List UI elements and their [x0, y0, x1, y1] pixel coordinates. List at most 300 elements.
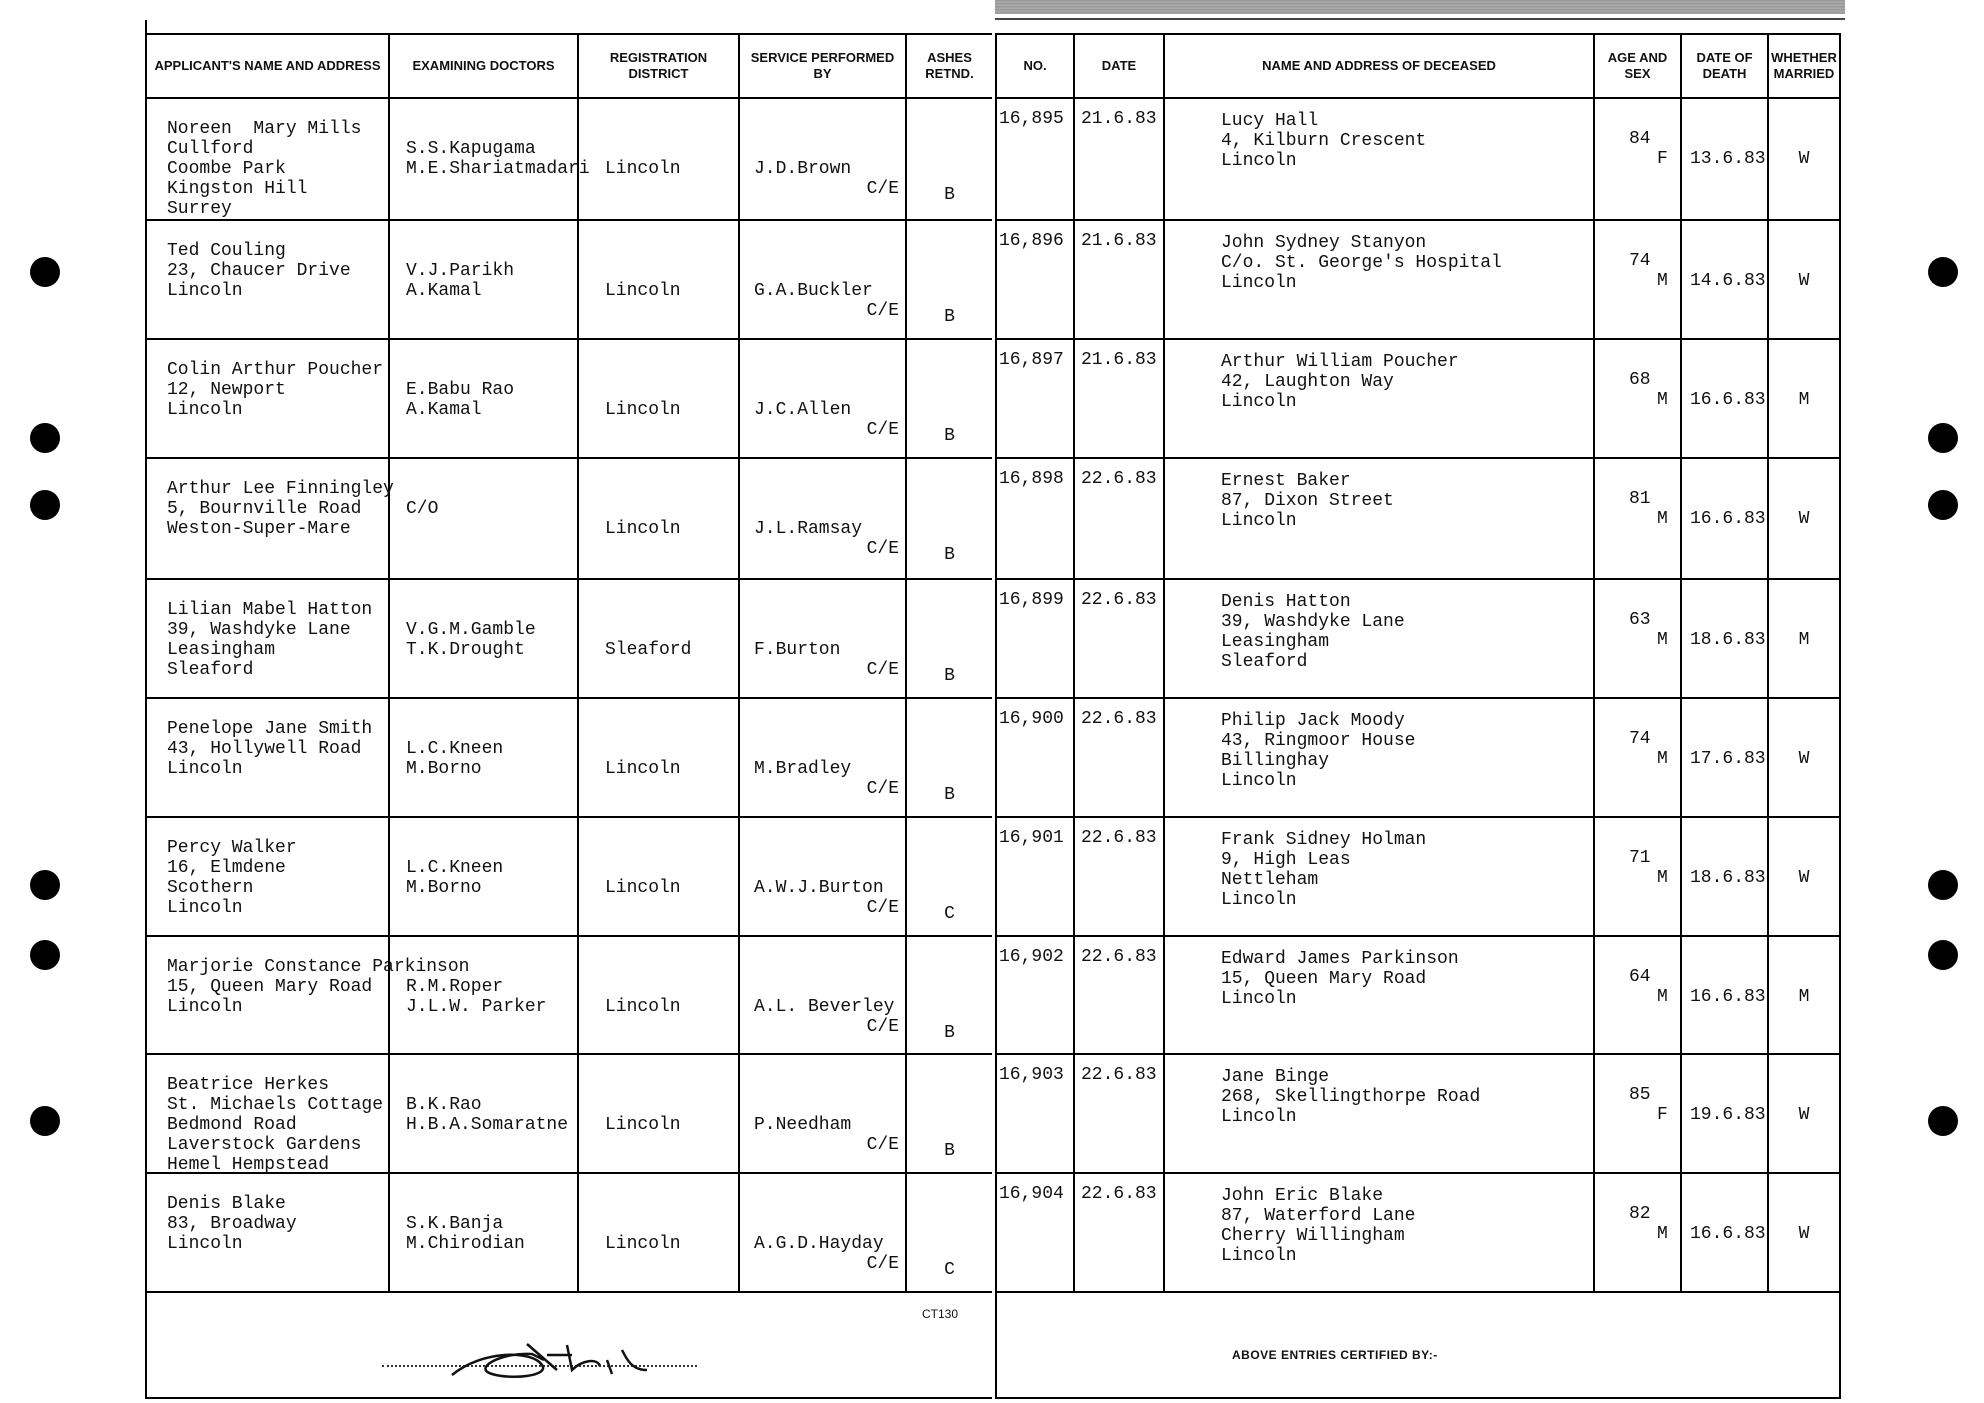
date-of-death: 14.6.83 [1690, 271, 1766, 291]
deceased-line: John Sydney Stanyon [1221, 233, 1427, 253]
applicant-line: 23, Chaucer Drive [167, 261, 351, 281]
left-header-cell: APPLICANT'S NAME AND ADDRESS [147, 35, 390, 99]
right-header-cell: NAME AND ADDRESS OF DECEASED [1165, 35, 1595, 99]
applicant-line: 43, Hollywell Road [167, 739, 362, 759]
date-of-death: 16.6.83 [1690, 987, 1766, 1007]
punch-hole [1928, 1106, 1958, 1136]
signature-image [422, 1330, 712, 1385]
applicant-cell [147, 459, 394, 578]
punch-hole [30, 490, 60, 520]
date-cell [1075, 580, 1165, 697]
applicant-line: Lincoln [167, 400, 243, 420]
age-value: 85 [1629, 1085, 1651, 1105]
ashes-cell [907, 699, 992, 816]
service-cell [740, 99, 907, 219]
ashes-value: B [944, 545, 955, 565]
ashes-value: B [944, 785, 955, 805]
district-cell [579, 1055, 740, 1172]
married-status: W [1798, 1224, 1810, 1244]
right-register-row [997, 1174, 1839, 1293]
ashes-cell [907, 937, 992, 1053]
deceased-line: Lucy Hall [1221, 111, 1319, 131]
date-of-death-cell [1682, 99, 1769, 219]
applicant-line: 16, Elmdene [167, 858, 286, 878]
deceased-cell [1165, 1174, 1595, 1291]
doctor-line: V.G.M.Gamble [406, 620, 536, 640]
deceased-line: 4, Kilburn Crescent [1221, 131, 1427, 151]
date-of-death: 16.6.83 [1690, 509, 1766, 529]
service-name: A.W.J.Burton [754, 878, 884, 898]
applicant-line: Beatrice Herkes [167, 1075, 330, 1095]
date-cell [1075, 1055, 1165, 1172]
doctors-cell [390, 1055, 579, 1172]
entry-number: 16,895 [999, 109, 1064, 129]
right-register-row [997, 340, 1839, 459]
service-cell [740, 937, 907, 1053]
date-of-death-cell [1682, 340, 1769, 457]
service-cell [740, 1055, 907, 1172]
district-value: Lincoln [605, 997, 681, 1017]
applicant-line: Ted Couling [167, 241, 286, 261]
entry-date: 22.6.83 [1081, 709, 1157, 729]
service-cell [740, 340, 907, 457]
left-register-row [147, 1055, 992, 1174]
right-register-row [997, 818, 1839, 937]
married-cell [1769, 340, 1839, 457]
right-register-sheet [995, 33, 1841, 1399]
service-name: F.Burton [754, 640, 841, 660]
district-cell [579, 340, 740, 457]
service-cell [740, 1174, 907, 1291]
married-cell [1769, 1174, 1839, 1291]
ashes-cell [907, 459, 992, 578]
deceased-line: 15, Queen Mary Road [1221, 969, 1427, 989]
applicant-cell [147, 340, 390, 457]
date-of-death-cell [1682, 221, 1769, 338]
applicant-line: Leasingham [167, 640, 276, 660]
applicant-line: Weston-Super-Mare [167, 519, 351, 539]
service-suffix: C/E [866, 898, 899, 918]
deceased-line: Jane Binge [1221, 1067, 1330, 1087]
doctor-line: M.E.Shariatmadari [406, 159, 590, 179]
deceased-line: Lincoln [1221, 511, 1297, 531]
age-value: 84 [1629, 129, 1651, 149]
deceased-line: Lincoln [1221, 890, 1297, 910]
district-value: Lincoln [605, 1234, 681, 1254]
age-sex-cell [1595, 818, 1682, 935]
applicant-line: 39, Washdyke Lane [167, 620, 351, 640]
left-register-row [147, 99, 992, 221]
applicant-line: Hemel Hempstead [167, 1155, 330, 1175]
deceased-cell [1165, 99, 1595, 219]
deceased-line: Edward James Parkinson [1221, 949, 1459, 969]
date-of-death: 13.6.83 [1690, 149, 1766, 169]
deceased-cell [1165, 221, 1595, 338]
married-status: W [1798, 749, 1810, 769]
applicant-line: Kingston Hill [167, 179, 308, 199]
service-suffix: C/E [866, 1135, 899, 1155]
sex-value: M [1657, 271, 1668, 291]
applicant-line: Noreen Mary Mills [167, 119, 362, 139]
applicant-line: 15, Queen Mary Road [167, 977, 373, 997]
date-cell [1075, 937, 1165, 1053]
doctors-cell [390, 459, 579, 578]
doctors-cell [390, 580, 579, 697]
married-status: W [1798, 509, 1810, 529]
entry-date: 22.6.83 [1081, 828, 1157, 848]
service-suffix: C/E [866, 779, 899, 799]
deceased-line: Lincoln [1221, 771, 1297, 791]
entry-date: 22.6.83 [1081, 1184, 1157, 1204]
district-cell [579, 459, 740, 578]
right-header-cell: DATE OF DEATH [1682, 35, 1769, 99]
ashes-cell [907, 99, 992, 219]
date-of-death-cell [1682, 1174, 1769, 1291]
age-value: 81 [1629, 489, 1651, 509]
doctor-line: R.M.Roper [406, 977, 504, 997]
deceased-line: 87, Waterford Lane [1221, 1206, 1416, 1226]
date-of-death: 18.6.83 [1690, 630, 1766, 650]
entry-number-cell [997, 1055, 1075, 1172]
applicant-cell [147, 221, 390, 338]
deceased-cell [1165, 699, 1595, 816]
district-cell [579, 699, 740, 816]
deceased-cell [1165, 459, 1595, 578]
left-register-row [147, 340, 992, 459]
ashes-cell [907, 580, 992, 697]
ashes-value: C [944, 1260, 955, 1280]
deceased-line: 268, Skellingthorpe Road [1221, 1087, 1481, 1107]
district-cell [579, 221, 740, 338]
entry-number-cell [997, 340, 1075, 457]
applicant-line: Penelope Jane Smith [167, 719, 373, 739]
deceased-line: Lincoln [1221, 1107, 1297, 1127]
married-status: W [1798, 271, 1810, 291]
applicant-line: Cullford [167, 139, 254, 159]
entry-number: 16,899 [999, 590, 1064, 610]
age-sex-cell [1595, 340, 1682, 457]
applicant-line: Lincoln [167, 997, 243, 1017]
form-code: CT130 [922, 1307, 959, 1321]
service-suffix: C/E [866, 179, 899, 199]
doctor-line: A.Kamal [406, 400, 482, 420]
service-suffix: C/E [866, 301, 899, 321]
date-of-death: 16.6.83 [1690, 1224, 1766, 1244]
punch-hole [30, 257, 60, 287]
service-name: J.C.Allen [754, 400, 852, 420]
deceased-line: Lincoln [1221, 392, 1297, 412]
ashes-value: B [944, 1023, 955, 1043]
service-name: G.A.Buckler [754, 281, 873, 301]
deceased-cell [1165, 340, 1595, 457]
service-suffix: C/E [866, 1254, 899, 1274]
married-cell [1769, 580, 1839, 697]
left-register-row [147, 221, 992, 340]
entry-date: 21.6.83 [1081, 109, 1157, 129]
service-suffix: C/E [866, 1017, 899, 1037]
applicant-line: Lincoln [167, 898, 243, 918]
age-sex-cell [1595, 699, 1682, 816]
left-register-row [147, 1174, 992, 1293]
entry-date: 22.6.83 [1081, 1065, 1157, 1085]
entry-number: 16,903 [999, 1065, 1064, 1085]
deceased-line: 43, Ringmoor House [1221, 731, 1416, 751]
age-value: 74 [1629, 729, 1651, 749]
deceased-line: John Eric Blake [1221, 1186, 1384, 1206]
married-status: W [1798, 1105, 1810, 1125]
deceased-line: Leasingham [1221, 632, 1330, 652]
applicant-line: Lincoln [167, 281, 243, 301]
entry-number: 16,896 [999, 231, 1064, 251]
left-header-cell: ASHES RETND. [907, 35, 992, 99]
doctor-line: S.S.Kapugama [406, 139, 536, 159]
entry-date: 22.6.83 [1081, 590, 1157, 610]
certified-label: ABOVE ENTRIES CERTIFIED BY:- [1232, 1348, 1438, 1362]
left-register-row [147, 459, 992, 580]
age-value: 68 [1629, 370, 1651, 390]
right-header-cell: WHETHER MARRIED [1769, 35, 1839, 99]
date-of-death: 17.6.83 [1690, 749, 1766, 769]
deceased-line: 39, Washdyke Lane [1221, 612, 1405, 632]
applicant-line: Lilian Mabel Hatton [167, 600, 373, 620]
married-status: M [1798, 630, 1810, 650]
date-of-death-cell [1682, 580, 1769, 697]
married-cell [1769, 221, 1839, 338]
district-value: Lincoln [605, 759, 681, 779]
deceased-line: Nettleham [1221, 870, 1319, 890]
deceased-line: 42, Laughton Way [1221, 372, 1394, 392]
service-name: A.G.D.Hayday [754, 1234, 884, 1254]
married-status: M [1798, 987, 1810, 1007]
date-cell [1075, 459, 1165, 578]
age-sex-cell [1595, 937, 1682, 1053]
punch-hole [1928, 940, 1958, 970]
applicant-cell [147, 1174, 390, 1291]
service-cell [740, 580, 907, 697]
applicant-line: Lincoln [167, 1234, 243, 1254]
service-suffix: C/E [866, 660, 899, 680]
age-value: 64 [1629, 967, 1651, 987]
applicant-line: St. Michaels Cottage [167, 1095, 384, 1115]
district-value: Lincoln [605, 400, 681, 420]
applicant-line: Arthur Lee Finningley [167, 479, 394, 499]
age-value: 74 [1629, 251, 1651, 271]
district-cell [579, 580, 740, 697]
left-register-sheet [145, 33, 992, 1399]
service-name: A.L. Beverley [754, 997, 895, 1017]
right-register-row [997, 459, 1839, 580]
applicant-cell [147, 818, 390, 935]
doctors-cell [390, 1174, 579, 1291]
district-value: Sleaford [605, 640, 692, 660]
punch-hole [30, 423, 60, 453]
deceased-line: Frank Sidney Holman [1221, 830, 1427, 850]
doctors-cell [390, 937, 579, 1053]
date-of-death-cell [1682, 937, 1769, 1053]
district-cell [579, 818, 740, 935]
date-of-death-cell [1682, 1055, 1769, 1172]
married-status: M [1798, 390, 1810, 410]
deceased-line: C/o. St. George's Hospital [1221, 253, 1502, 273]
right-register-row [997, 580, 1839, 699]
deceased-line: Ernest Baker [1221, 471, 1351, 491]
doctor-line: H.B.A.Somaratne [406, 1115, 569, 1135]
entry-number-cell [997, 459, 1075, 578]
service-cell [740, 221, 907, 338]
sex-value: F [1657, 149, 1668, 169]
age-sex-cell [1595, 221, 1682, 338]
applicant-line: Marjorie Constance Parkinson [167, 957, 470, 977]
date-of-death-cell [1682, 699, 1769, 816]
applicant-line: Surrey [167, 199, 232, 219]
applicant-cell [147, 99, 390, 219]
married-cell [1769, 937, 1839, 1053]
deceased-cell [1165, 1055, 1595, 1172]
ashes-cell [907, 1055, 992, 1172]
right-register-row [997, 221, 1839, 340]
applicant-line: Colin Arthur Poucher [167, 360, 384, 380]
district-value: Lincoln [605, 878, 681, 898]
right-header-cell: DATE [1075, 35, 1165, 99]
ashes-cell [907, 1174, 992, 1291]
date-cell [1075, 340, 1165, 457]
applicant-line: Sleaford [167, 660, 254, 680]
doctors-cell [390, 818, 579, 935]
date-cell [1075, 699, 1165, 816]
married-cell [1769, 699, 1839, 816]
ashes-value: B [944, 185, 955, 205]
applicant-line: Scothern [167, 878, 254, 898]
punch-hole [1928, 423, 1958, 453]
applicant-line: Laverstock Gardens [167, 1135, 362, 1155]
married-cell [1769, 459, 1839, 578]
entry-number-cell [997, 818, 1075, 935]
district-value: Lincoln [605, 519, 681, 539]
applicant-line: 12, Newport [167, 380, 286, 400]
doctors-cell [390, 699, 579, 816]
date-of-death: 19.6.83 [1690, 1105, 1766, 1125]
date-cell [1075, 818, 1165, 935]
applicant-line: Denis Blake [167, 1194, 286, 1214]
service-name: J.D.Brown [754, 159, 852, 179]
service-suffix: C/E [866, 420, 899, 440]
date-of-death-cell [1682, 818, 1769, 935]
applicant-line: 83, Broadway [167, 1214, 297, 1234]
age-sex-cell [1595, 1174, 1682, 1291]
age-sex-cell [1595, 99, 1682, 219]
ashes-cell [907, 818, 992, 935]
district-cell [579, 99, 740, 219]
entry-date: 22.6.83 [1081, 469, 1157, 489]
top-rule [995, 18, 1845, 20]
doctor-line: L.C.Kneen [406, 739, 504, 759]
married-cell [1769, 99, 1839, 219]
service-name: M.Bradley [754, 759, 852, 779]
deceased-cell [1165, 580, 1595, 697]
ashes-value: B [944, 1141, 955, 1161]
deceased-line: Lincoln [1221, 273, 1297, 293]
left-header-cell: SERVICE PERFORMED BY [740, 35, 907, 99]
deceased-line: Denis Hatton [1221, 592, 1351, 612]
entry-number: 16,897 [999, 350, 1064, 370]
right-register-row [997, 699, 1839, 818]
doctor-line: S.K.Banja [406, 1214, 504, 1234]
age-sex-cell [1595, 459, 1682, 578]
doctor-line: A.Kamal [406, 281, 482, 301]
doctor-line: T.K.Drought [406, 640, 525, 660]
left-register-row [147, 818, 992, 937]
doctor-line: L.C.Kneen [406, 858, 504, 878]
deceased-line: Lincoln [1221, 989, 1297, 1009]
punch-hole [1928, 257, 1958, 287]
scanner-edge-shade [995, 0, 1845, 14]
date-of-death: 16.6.83 [1690, 390, 1766, 410]
district-cell [579, 1174, 740, 1291]
married-status: W [1798, 149, 1810, 169]
ashes-cell [907, 221, 992, 338]
punch-hole [30, 870, 60, 900]
age-value: 71 [1629, 848, 1651, 868]
doctor-line: B.K.Rao [406, 1095, 482, 1115]
entry-number-cell [997, 699, 1075, 816]
applicant-line: 5, Bournville Road [167, 499, 362, 519]
ashes-value: B [944, 666, 955, 686]
district-cell [579, 937, 740, 1053]
doctor-line: V.J.Parikh [406, 261, 515, 281]
entry-date: 21.6.83 [1081, 350, 1157, 370]
deceased-line: Lincoln [1221, 151, 1297, 171]
right-register-row [997, 1055, 1839, 1174]
left-header-cell: REGISTRATION DISTRICT [579, 35, 740, 99]
right-register-row [997, 99, 1839, 221]
left-register-row [147, 937, 992, 1055]
age-sex-cell [1595, 1055, 1682, 1172]
service-cell [740, 699, 907, 816]
date-cell [1075, 221, 1165, 338]
punch-hole [30, 1106, 60, 1136]
deceased-cell [1165, 937, 1595, 1053]
left-header-cell: EXAMINING DOCTORS [390, 35, 579, 99]
applicant-line: Lincoln [167, 759, 243, 779]
applicant-line: Coombe Park [167, 159, 286, 179]
doctors-cell [390, 221, 579, 338]
doctor-line: C/O [406, 499, 439, 519]
right-header-cell: AGE AND SEX [1595, 35, 1682, 99]
entry-number-cell [997, 1174, 1075, 1291]
sex-value: M [1657, 630, 1668, 650]
deceased-line: 9, High Leas [1221, 850, 1351, 870]
punch-hole [1928, 870, 1958, 900]
date-cell [1075, 99, 1165, 219]
ashes-value: C [944, 904, 955, 924]
punch-hole [30, 940, 60, 970]
applicant-cell [147, 580, 390, 697]
sex-value: M [1657, 1224, 1668, 1244]
deceased-cell [1165, 818, 1595, 935]
date-of-death-cell [1682, 459, 1769, 578]
deceased-line: Philip Jack Moody [1221, 711, 1405, 731]
district-value: Lincoln [605, 281, 681, 301]
entry-number: 16,902 [999, 947, 1064, 967]
doctors-cell [390, 99, 590, 219]
doctors-cell [390, 340, 579, 457]
district-value: Lincoln [605, 159, 681, 179]
entry-number: 16,898 [999, 469, 1064, 489]
ashes-value: B [944, 426, 955, 446]
applicant-cell [147, 699, 390, 816]
date-of-death: 18.6.83 [1690, 868, 1766, 888]
applicant-line: Percy Walker [167, 838, 297, 858]
